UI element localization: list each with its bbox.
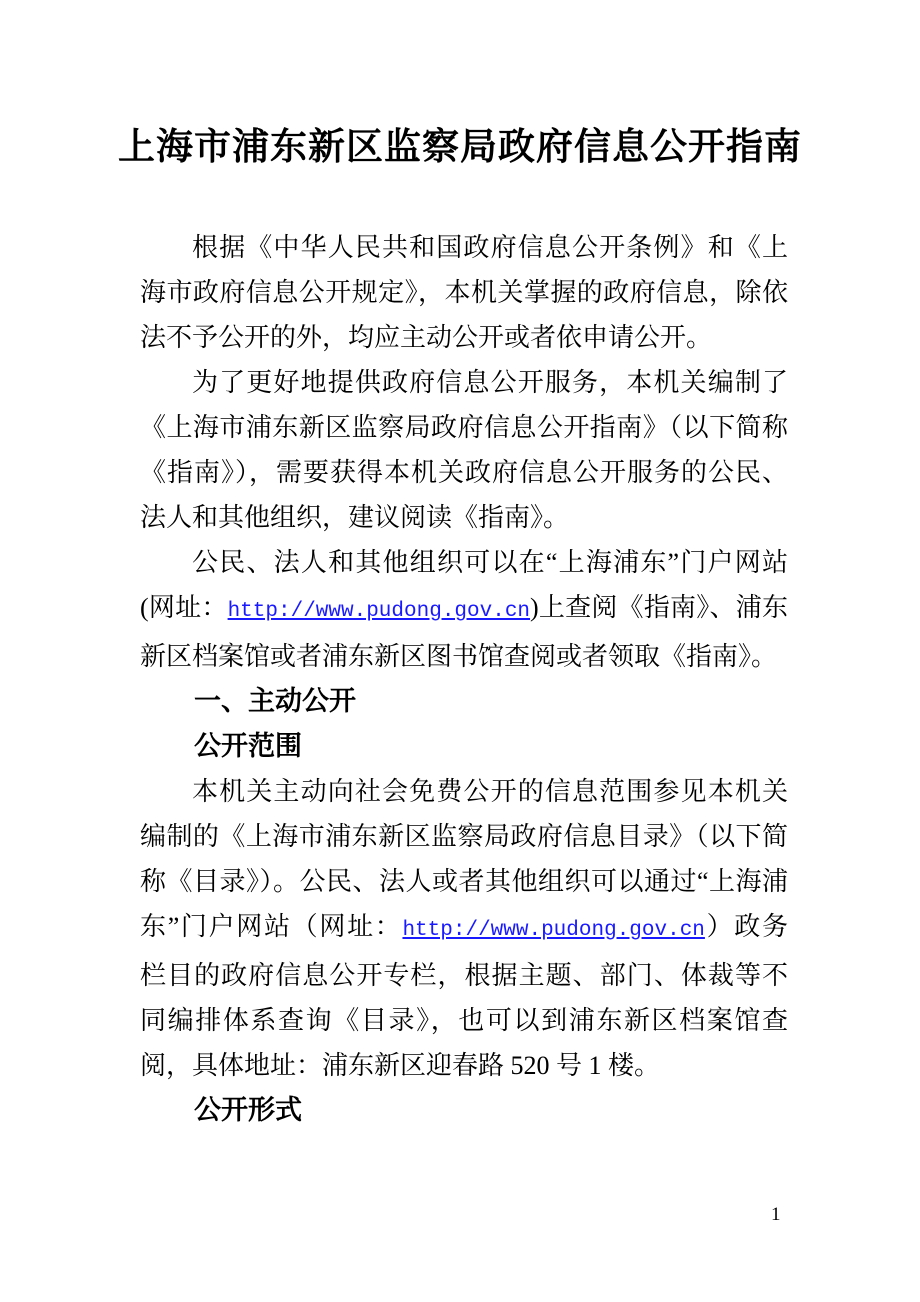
text-run: 为了更好地提供政府信息公开服务，本机关编制了《上海市浦东新区监察局政府信息公开指南》（以下简称《指南》），需要获得本机关政府信息公开服务的公民、法人和其他组织，建议阅读《指南》。 xyxy=(140,368,788,532)
section-heading xyxy=(140,679,788,724)
text-run: 一、主动公开 xyxy=(194,686,356,716)
document-title: 上海市浦东新区监察局政府信息公开指南 xyxy=(118,127,802,168)
paragraph xyxy=(140,769,788,1088)
text-run: 公开形式 xyxy=(194,1095,302,1125)
text-run: 公民、法人和其他组织可以在“上海浦东”门户网站(网址： xyxy=(140,548,788,622)
paragraph xyxy=(140,225,788,360)
section-heading xyxy=(140,1088,788,1133)
text-run: 公开范围 xyxy=(194,731,302,761)
section-heading xyxy=(140,724,788,769)
text-run: )上查阅《指南》、浦东新区档案馆或者浦东新区图书馆查阅或者领取《指南》。 xyxy=(140,593,788,671)
paragraph xyxy=(140,540,788,679)
page-number: 1 xyxy=(771,1204,781,1225)
text-run: 本机关主动向社会免费公开的信息范围参见本机关编制的《上海市浦东新区监察局政府信息目录》（以下简称《目录》）。公民、法人或者其他组织可以通过“上海浦东”门户网站（网址： xyxy=(140,777,788,941)
hyperlink-pudong-url[interactable]: http://www.pudong.gov.cn xyxy=(227,600,531,623)
paragraph xyxy=(140,360,788,540)
hyperlink-pudong-url[interactable]: http://www.pudong.gov.cn xyxy=(402,919,705,942)
text-run: 根据《中华人民共和国政府信息公开条例》和《上海市政府信息公开规定》，本机关掌握的政府信息，除依法不予公开的外，均应主动公开或者依申请公开。 xyxy=(140,233,788,352)
document-body xyxy=(140,225,788,1133)
text-run: ）政务栏目的政府信息公开专栏，根据主题、部门、体裁等不同编排体系查询《目录》，也可以到浦东新区档案馆查阅，具体地址：浦东新区迎春路 520 号 1 楼。 xyxy=(140,912,788,1080)
